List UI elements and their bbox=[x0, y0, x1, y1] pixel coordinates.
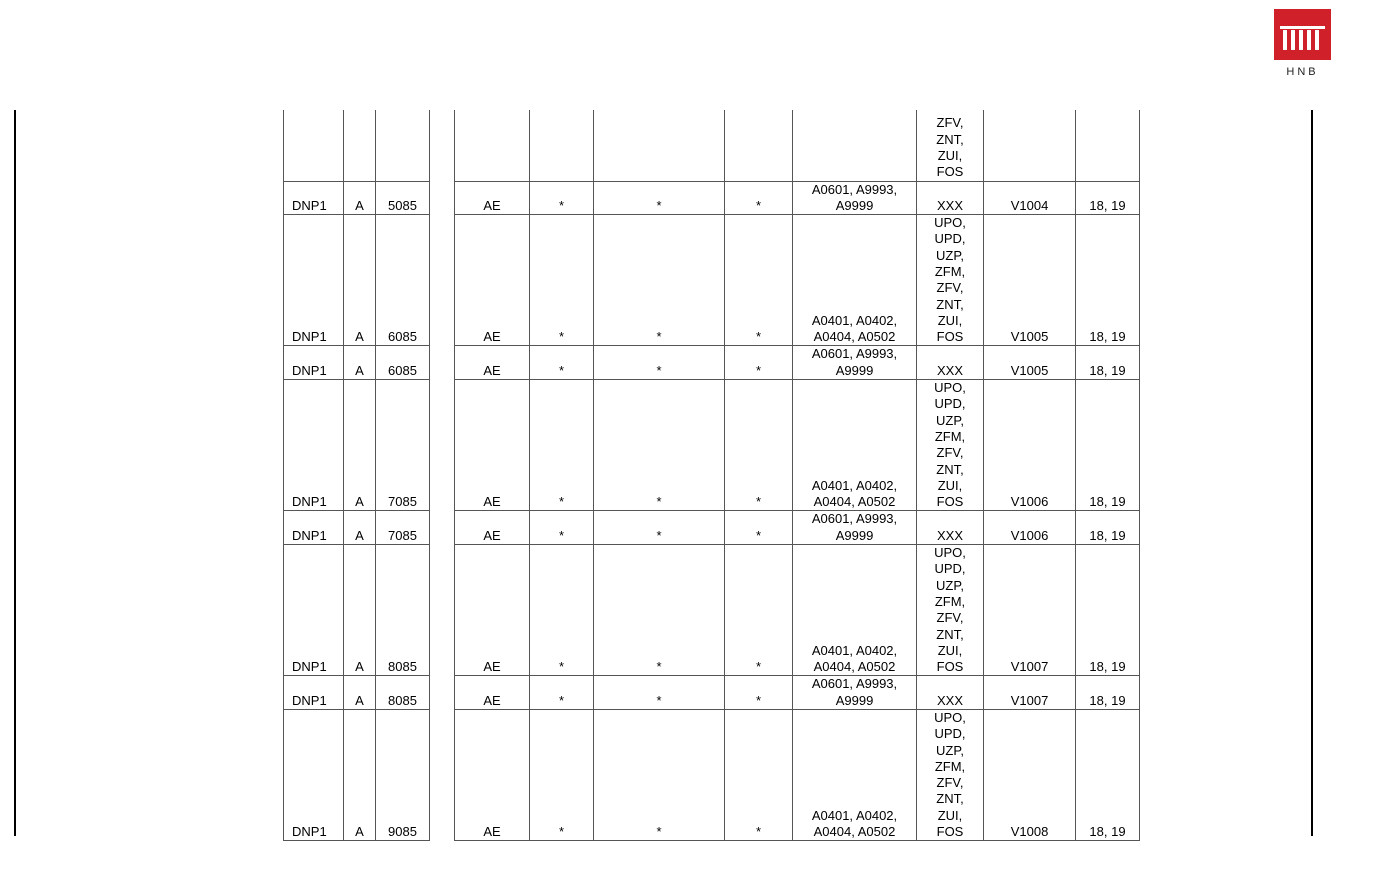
accounts-cell bbox=[793, 346, 917, 380]
criteria-2-cell bbox=[594, 710, 725, 841]
accounts-cell-text: A0401, A0402, A0404, A0502 bbox=[811, 642, 898, 675]
criteria-3-cell bbox=[725, 346, 793, 380]
code-cell-text: 6085 bbox=[388, 329, 417, 345]
criteria-1-cell-text: * bbox=[558, 197, 565, 213]
criteria-2-cell-text: * bbox=[656, 362, 662, 378]
type-cell-text: A bbox=[355, 362, 364, 378]
criteria-1-cell bbox=[530, 710, 594, 841]
gap-cell bbox=[430, 110, 455, 181]
rule-cell bbox=[984, 676, 1076, 710]
rule-cell-text: V1007 bbox=[1010, 659, 1049, 675]
code-cell bbox=[376, 511, 430, 545]
type-cell bbox=[344, 110, 376, 181]
criteria-1-cell-text: * bbox=[558, 362, 565, 378]
sectors-cell-text: XXX bbox=[936, 527, 963, 543]
criteria-2-cell bbox=[594, 676, 725, 710]
sectors-cell bbox=[917, 215, 984, 346]
code-cell-text: 7085 bbox=[388, 527, 417, 543]
gap-cell bbox=[430, 380, 455, 511]
unit-cell-text: AE bbox=[483, 197, 501, 213]
table-row bbox=[284, 215, 1140, 346]
type-cell bbox=[344, 380, 376, 511]
criteria-3-cell bbox=[725, 676, 793, 710]
accounts-cell bbox=[793, 110, 917, 181]
rule-cell-text: V1006 bbox=[1010, 527, 1049, 543]
rule-cell bbox=[984, 511, 1076, 545]
sectors-cell bbox=[917, 710, 984, 841]
code-cell bbox=[376, 346, 430, 380]
sectors-cell-text: UPO, UPD, UZP, ZFM, ZFV, ZNT, ZUI, FOS bbox=[934, 380, 966, 510]
rule-cell bbox=[984, 110, 1076, 181]
hnb-building-icon bbox=[1274, 9, 1331, 60]
code-cell-text: 6085 bbox=[388, 362, 417, 378]
type-cell bbox=[344, 676, 376, 710]
unit-cell-text: AE bbox=[483, 824, 501, 840]
rule-cell-text: V1006 bbox=[1010, 494, 1049, 510]
accounts-cell-text: A0601, A9993, A9999 bbox=[811, 511, 898, 543]
criteria-2-cell bbox=[594, 545, 725, 676]
type-cell bbox=[344, 545, 376, 676]
table-row bbox=[284, 346, 1140, 380]
criteria-2-cell bbox=[594, 346, 725, 380]
criteria-3-cell bbox=[725, 710, 793, 841]
type-cell bbox=[344, 181, 376, 215]
criteria-2-cell-text: * bbox=[656, 659, 662, 675]
page-border-left bbox=[14, 110, 16, 836]
gap-cell bbox=[430, 181, 455, 215]
accounts-cell bbox=[793, 545, 917, 676]
form-cell-text: DNP1 bbox=[292, 494, 327, 510]
code-cell bbox=[376, 380, 430, 511]
criteria-1-cell bbox=[530, 511, 594, 545]
sectors-cell-text: UPO, UPD, UZP, ZFM, ZFV, ZNT, ZUI, FOS bbox=[934, 215, 966, 345]
criteria-3-cell-text: * bbox=[755, 494, 762, 510]
accounts-cell-text: A0401, A0402, A0404, A0502 bbox=[811, 477, 898, 510]
gap-cell bbox=[430, 511, 455, 545]
gap-cell bbox=[430, 346, 455, 380]
sectors-cell bbox=[917, 110, 984, 181]
code-cell-text: 8085 bbox=[388, 692, 417, 708]
sectors-cell-text: UPO, UPD, UZP, ZFM, ZFV, ZNT, ZUI, FOS bbox=[934, 710, 966, 840]
rule-cell bbox=[984, 545, 1076, 676]
criteria-2-cell-text: * bbox=[656, 824, 662, 840]
unit-cell bbox=[455, 676, 530, 710]
criteria-1-cell bbox=[530, 181, 594, 215]
notes-cell bbox=[1076, 215, 1140, 346]
notes-cell bbox=[1076, 545, 1140, 676]
criteria-2-cell bbox=[594, 380, 725, 511]
code-cell-text: 5085 bbox=[388, 197, 417, 213]
form-cell bbox=[284, 181, 344, 215]
form-cell bbox=[284, 346, 344, 380]
notes-cell-text: 18, 19 bbox=[1089, 692, 1126, 708]
table-row bbox=[284, 181, 1140, 215]
rule-cell bbox=[984, 346, 1076, 380]
criteria-3-cell-text: * bbox=[755, 362, 762, 378]
criteria-3-cell bbox=[725, 181, 793, 215]
sectors-cell bbox=[917, 380, 984, 511]
accounts-cell bbox=[793, 380, 917, 511]
unit-cell-text: AE bbox=[483, 494, 501, 510]
unit-cell bbox=[455, 380, 530, 511]
type-cell-text: A bbox=[355, 659, 364, 675]
unit-cell bbox=[455, 545, 530, 676]
criteria-1-cell bbox=[530, 110, 594, 181]
type-cell-text: A bbox=[355, 329, 364, 345]
criteria-1-cell-text: * bbox=[558, 494, 565, 510]
criteria-1-cell bbox=[530, 346, 594, 380]
unit-cell bbox=[455, 346, 530, 380]
criteria-3-cell bbox=[725, 110, 793, 181]
code-cell bbox=[376, 676, 430, 710]
criteria-3-cell bbox=[725, 545, 793, 676]
notes-cell bbox=[1076, 380, 1140, 511]
notes-cell bbox=[1076, 511, 1140, 545]
notes-cell-text: 18, 19 bbox=[1089, 527, 1126, 543]
type-cell-text: A bbox=[355, 494, 364, 510]
accounts-cell bbox=[793, 511, 917, 545]
unit-cell-text: AE bbox=[483, 692, 501, 708]
criteria-3-cell-text: * bbox=[755, 824, 762, 840]
form-cell-text: DNP1 bbox=[292, 692, 327, 708]
sectors-cell bbox=[917, 676, 984, 710]
validation-table bbox=[283, 110, 1140, 841]
type-cell-text: A bbox=[355, 692, 364, 708]
type-cell-text: A bbox=[355, 197, 364, 213]
criteria-2-cell bbox=[594, 511, 725, 545]
unit-cell-text: AE bbox=[483, 527, 501, 543]
code-cell bbox=[376, 181, 430, 215]
table-row bbox=[284, 380, 1140, 511]
accounts-cell-text: A0401, A0402, A0404, A0502 bbox=[811, 807, 898, 840]
criteria-1-cell-text: * bbox=[558, 692, 565, 708]
criteria-1-cell bbox=[530, 676, 594, 710]
rule-cell bbox=[984, 380, 1076, 511]
unit-cell bbox=[455, 181, 530, 215]
table-row bbox=[284, 545, 1140, 676]
criteria-3-cell bbox=[725, 215, 793, 346]
gap-cell bbox=[430, 215, 455, 346]
notes-cell-text: 18, 19 bbox=[1089, 362, 1126, 378]
criteria-2-cell-text: * bbox=[656, 527, 662, 543]
form-cell bbox=[284, 676, 344, 710]
notes-cell bbox=[1076, 710, 1140, 841]
hnb-logo bbox=[1274, 9, 1331, 78]
table-row bbox=[284, 710, 1140, 841]
form-cell bbox=[284, 511, 344, 545]
code-cell bbox=[376, 110, 430, 181]
rule-cell bbox=[984, 181, 1076, 215]
form-cell-text: DNP1 bbox=[292, 362, 327, 378]
accounts-cell-text: A0601, A9993, A9999 bbox=[811, 676, 898, 708]
criteria-1-cell bbox=[530, 545, 594, 676]
type-cell bbox=[344, 215, 376, 346]
unit-cell bbox=[455, 110, 530, 181]
gap-cell bbox=[430, 676, 455, 710]
criteria-2-cell bbox=[594, 215, 725, 346]
table-row bbox=[284, 511, 1140, 545]
form-cell-text: DNP1 bbox=[292, 824, 327, 840]
criteria-3-cell bbox=[725, 380, 793, 511]
rule-cell-text: V1005 bbox=[1010, 362, 1049, 378]
rule-cell-text: V1005 bbox=[1010, 329, 1049, 345]
criteria-3-cell-text: * bbox=[755, 692, 762, 708]
unit-cell bbox=[455, 511, 530, 545]
unit-cell bbox=[455, 710, 530, 841]
code-cell bbox=[376, 545, 430, 676]
criteria-1-cell-text: * bbox=[558, 329, 565, 345]
notes-cell-text: 18, 19 bbox=[1089, 494, 1126, 510]
criteria-1-cell-text: * bbox=[558, 659, 565, 675]
criteria-3-cell-text: * bbox=[755, 197, 762, 213]
criteria-3-cell-text: * bbox=[755, 527, 762, 543]
notes-cell bbox=[1076, 346, 1140, 380]
criteria-1-cell bbox=[530, 215, 594, 346]
rule-cell bbox=[984, 215, 1076, 346]
notes-cell-text: 18, 19 bbox=[1089, 329, 1126, 345]
sectors-cell-text: XXX bbox=[936, 692, 963, 708]
criteria-2-cell bbox=[594, 181, 725, 215]
accounts-cell bbox=[793, 676, 917, 710]
table-row bbox=[284, 676, 1140, 710]
sectors-cell-text: ZFV, ZNT, ZUI, FOS bbox=[936, 115, 964, 180]
page-border-right bbox=[1311, 110, 1313, 836]
type-cell bbox=[344, 511, 376, 545]
criteria-3-cell-text: * bbox=[755, 329, 762, 345]
form-cell-text: DNP1 bbox=[292, 527, 327, 543]
type-cell bbox=[344, 346, 376, 380]
criteria-3-cell bbox=[725, 511, 793, 545]
type-cell-text: A bbox=[355, 824, 364, 840]
code-cell bbox=[376, 710, 430, 841]
form-cell bbox=[284, 380, 344, 511]
sectors-cell-text: XXX bbox=[936, 197, 963, 213]
notes-cell bbox=[1076, 676, 1140, 710]
sectors-cell-text: XXX bbox=[936, 362, 963, 378]
rule-cell bbox=[984, 710, 1076, 841]
unit-cell bbox=[455, 215, 530, 346]
accounts-cell-text: A0401, A0402, A0404, A0502 bbox=[811, 312, 898, 345]
code-cell-text: 8085 bbox=[388, 659, 417, 675]
logo-text: HNB bbox=[1286, 66, 1319, 78]
form-cell bbox=[284, 110, 344, 181]
accounts-cell bbox=[793, 181, 917, 215]
rule-cell-text: V1008 bbox=[1010, 824, 1049, 840]
criteria-1-cell-text: * bbox=[558, 527, 565, 543]
notes-cell-text: 18, 19 bbox=[1089, 197, 1126, 213]
sectors-cell bbox=[917, 545, 984, 676]
table-row bbox=[284, 110, 1140, 181]
accounts-cell-text: A0601, A9993, A9999 bbox=[811, 181, 898, 213]
code-cell bbox=[376, 215, 430, 346]
type-cell bbox=[344, 710, 376, 841]
form-cell bbox=[284, 215, 344, 346]
notes-cell-text: 18, 19 bbox=[1089, 659, 1126, 675]
criteria-3-cell-text: * bbox=[755, 659, 762, 675]
unit-cell-text: AE bbox=[483, 362, 501, 378]
notes-cell-text: 18, 19 bbox=[1089, 824, 1126, 840]
notes-cell bbox=[1076, 110, 1140, 181]
sectors-cell-text: UPO, UPD, UZP, ZFM, ZFV, ZNT, ZUI, FOS bbox=[934, 545, 966, 675]
criteria-2-cell-text: * bbox=[656, 197, 662, 213]
sectors-cell bbox=[917, 181, 984, 215]
criteria-2-cell bbox=[594, 110, 725, 181]
form-cell bbox=[284, 545, 344, 676]
rule-cell-text: V1004 bbox=[1010, 197, 1049, 213]
sectors-cell bbox=[917, 346, 984, 380]
gap-cell bbox=[430, 545, 455, 676]
form-cell bbox=[284, 710, 344, 841]
accounts-cell bbox=[793, 215, 917, 346]
accounts-cell-text: A0601, A9993, A9999 bbox=[811, 346, 898, 378]
notes-cell bbox=[1076, 181, 1140, 215]
gap-cell bbox=[430, 710, 455, 841]
criteria-2-cell-text: * bbox=[656, 494, 662, 510]
form-cell-text: DNP1 bbox=[292, 329, 327, 345]
code-cell-text: 7085 bbox=[388, 494, 417, 510]
unit-cell-text: AE bbox=[483, 329, 501, 345]
criteria-1-cell bbox=[530, 380, 594, 511]
criteria-2-cell-text: * bbox=[656, 329, 662, 345]
type-cell-text: A bbox=[355, 527, 364, 543]
form-cell-text: DNP1 bbox=[292, 659, 327, 675]
code-cell-text: 9085 bbox=[388, 824, 417, 840]
criteria-1-cell-text: * bbox=[558, 824, 565, 840]
form-cell-text: DNP1 bbox=[292, 197, 327, 213]
accounts-cell bbox=[793, 710, 917, 841]
rule-cell-text: V1007 bbox=[1010, 692, 1049, 708]
unit-cell-text: AE bbox=[483, 659, 501, 675]
criteria-2-cell-text: * bbox=[656, 692, 662, 708]
sectors-cell bbox=[917, 511, 984, 545]
